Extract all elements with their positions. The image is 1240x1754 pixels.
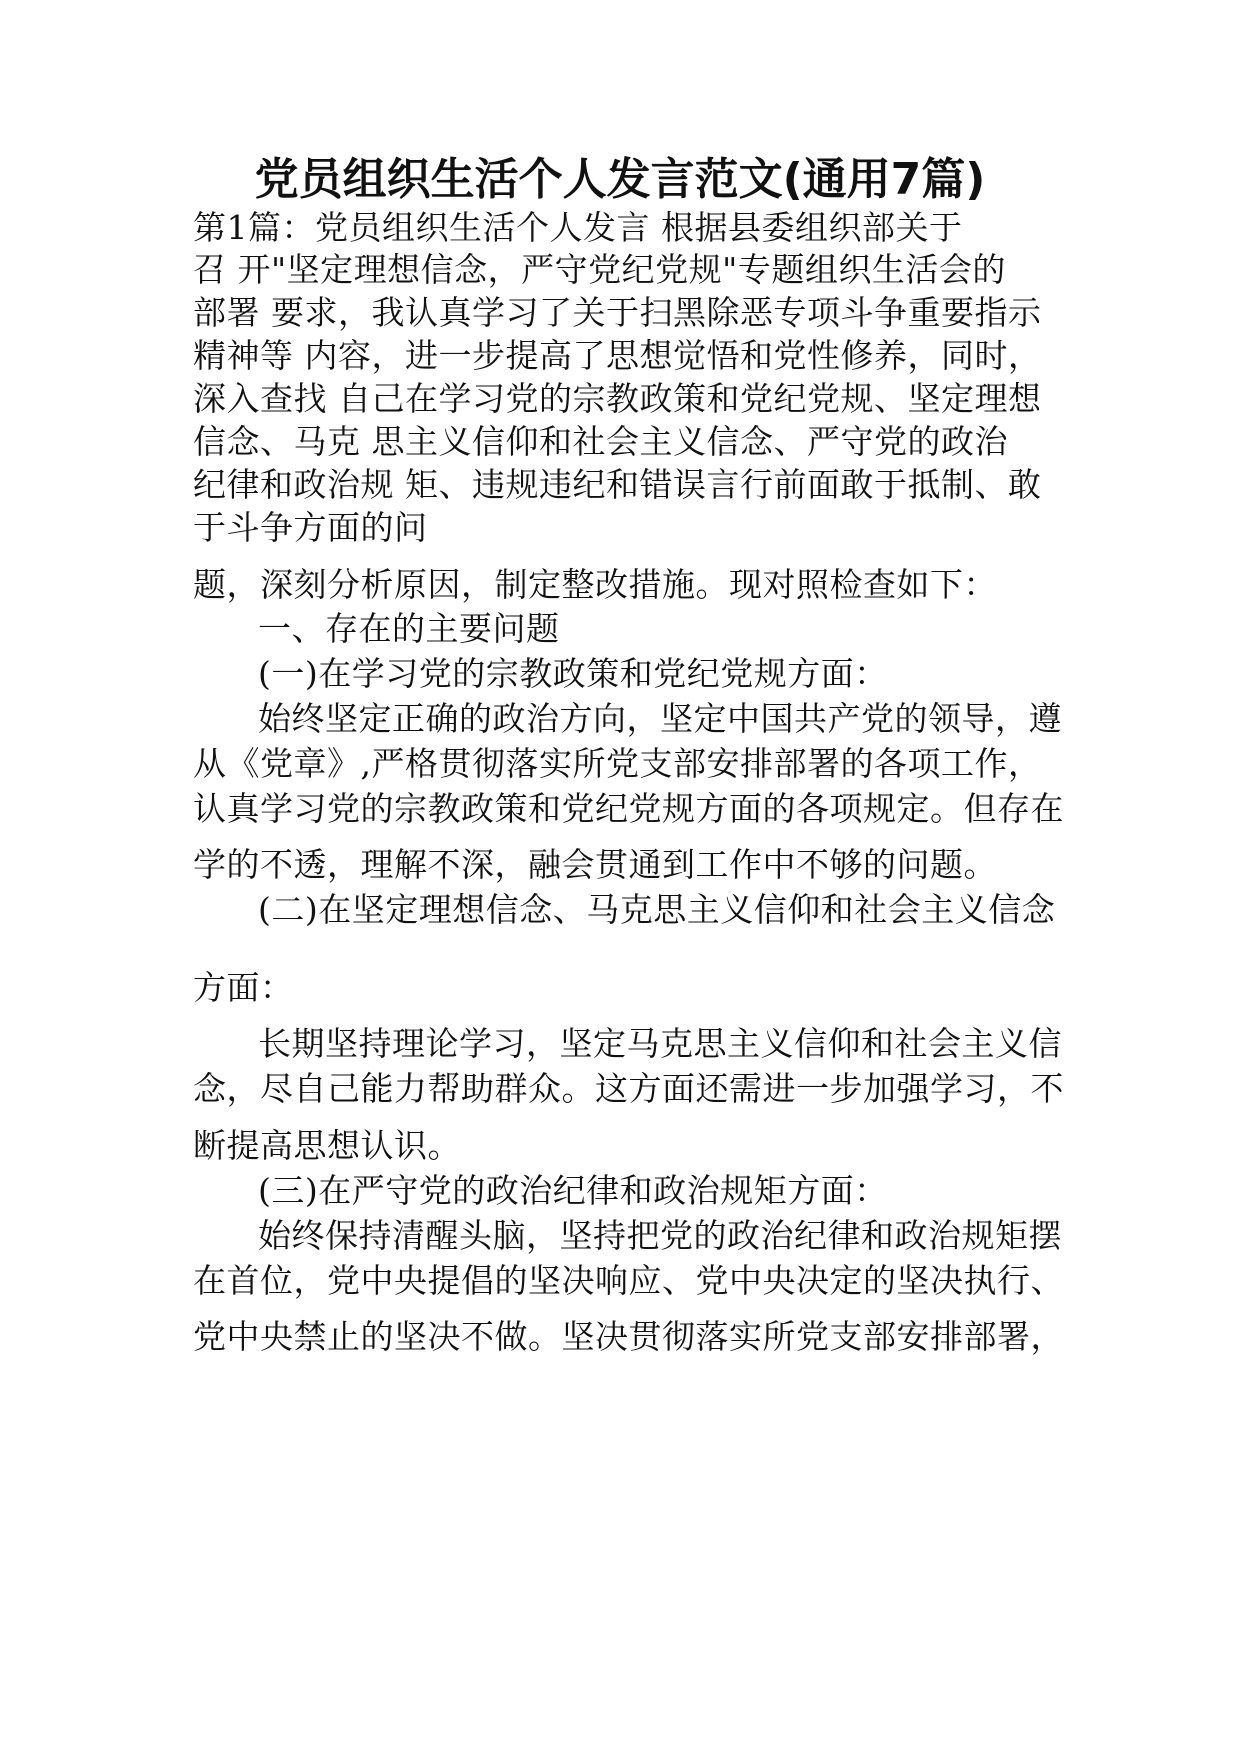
body-line: 断提高思想认识。: [193, 1126, 461, 1165]
section-heading: 一、存在的主要问题: [258, 609, 560, 648]
body-line: 认真学习党的宗教政策和党纪党规方面的各项规定。但存在: [193, 789, 1064, 828]
body-line: 信念、马克 思主义信仰和社会主义信念、严守党的政治: [193, 422, 1008, 461]
body-line: 纪律和政治规 矩、违规违纪和错误言行前面敢于抵制、敢: [193, 465, 1042, 504]
body-line: 从《党章》,严格贯彻落实所党支部安排部署的各项工作，: [193, 744, 1042, 783]
body-line: 始终保持清醒头脑，坚持把党的政治纪律和政治规矩摆: [258, 1216, 1062, 1255]
document-title: 党员组织生活个人发言范文(通用7篇): [254, 154, 986, 205]
subsection-heading: (二)在坚定理想信念、马克思主义信仰和社会主义信念: [258, 890, 1056, 929]
body-line: 长期坚持理论学习，坚定马克思主义信仰和社会主义信: [258, 1024, 1062, 1063]
subsection-heading: (一)在学习党的宗教政策和党纪党规方面：: [258, 654, 888, 693]
body-line: 第1篇：党员组织生活个人发言 根据县委组织部关于: [193, 208, 963, 247]
body-line: 学的不透，理解不深，融会贯通到工作中不够的问题。: [193, 845, 997, 884]
subsection-heading: (三)在严守党的政治纪律和政治规矩方面：: [258, 1171, 888, 1210]
body-line: 方面：: [193, 968, 294, 1007]
body-line: 题，深刻分析原因，制定整改措施。现对照检查如下：: [193, 565, 997, 604]
body-line: 部署 要求，我认真学习了关于扫黑除恶专项斗争重要指示: [193, 293, 1042, 332]
body-line: 深入查找 自己在学习党的宗教政策和党纪党规、坚定理想: [193, 379, 1042, 418]
body-line: 始终坚定正确的政治方向，坚定中国共产党的领导，遵: [258, 699, 1062, 738]
body-line: 于斗争方面的问: [193, 508, 428, 547]
body-line: 精神等 内容，进一步提高了思想觉悟和党性修养，同时，: [193, 336, 1042, 375]
body-line: 召 开"坚定理想信念，严守党纪党规"专题组织生活会的: [193, 250, 1006, 289]
body-line: 党中央禁止的坚决不做。坚决贯彻落实所党支部安排部署，: [193, 1317, 1064, 1356]
body-line: 在首位，党中央提倡的坚决响应、党中央决定的坚决执行、: [193, 1261, 1064, 1300]
body-line: 念，尽自己能力帮助群众。这方面还需进一步加强学习，不: [193, 1069, 1064, 1108]
